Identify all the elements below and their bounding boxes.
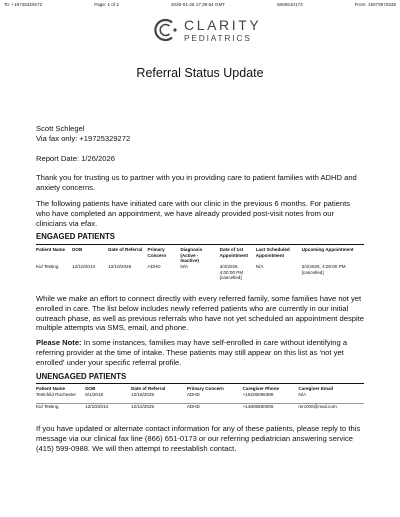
unengaged-rule	[36, 383, 364, 384]
engaged-col-first-appt: Date of 1st Appointment	[219, 247, 248, 258]
engaged-col-name: Patient Name	[36, 247, 66, 253]
engaged-heading: ENGAGED PATIENTS	[36, 232, 115, 242]
table-cell: Kid Testing	[36, 263, 59, 269]
engaged-col-dob: DOB	[72, 247, 83, 253]
please-note	[36, 338, 364, 367]
engaged-intro-paragraph: The following patients have initiated care with our clinic in the previous 6 months. For patients who have completed an appointment, we have already provided post-visit notes from our clinicians via efax.	[36, 198, 351, 228]
engaged-table	[36, 247, 364, 290]
note-label: Please Note:	[36, 338, 82, 348]
table-row	[36, 264, 364, 290]
table-cell: +15205096388	[243, 392, 299, 404]
unengaged-col-referral: Date of Referral	[131, 386, 166, 392]
engaged-col-upcoming: Upcoming Appointment	[301, 247, 354, 253]
table-cell: 12/10/2025	[108, 263, 132, 269]
table-cell: 12/10/2014	[85, 404, 109, 410]
table-cell: 12/12/2025	[131, 404, 155, 410]
table-cell: N/A	[298, 392, 364, 404]
document-title: Referral Status Update	[136, 66, 264, 80]
table-cell: 3/4/2026, 4:00:00 PM [cancelled]	[219, 263, 244, 281]
note-text: In some instances, families may have self-enrolled in care without identifying a referring provider at the time of intake. These patients may still appear on this list as 'not yet enrolled' under your specific referral profile.	[36, 338, 348, 367]
unengaged-table	[36, 386, 364, 416]
engaged-rule	[36, 244, 364, 245]
recipient-fax: Via fax only: +19725329272	[36, 133, 131, 143]
fax-timestamp: 2026-01-26 17:39:54 GMT	[170, 2, 226, 7]
unengaged-col-phone: Caregiver Phone	[242, 386, 280, 392]
report-date: Report Date: 1/26/2026	[36, 153, 115, 163]
fax-to: To: +19725329272	[4, 2, 43, 7]
table-cell: ADHD	[186, 404, 200, 410]
closing-paragraph: If you have updated or alternate contact information for any of these patients, please reply to this message via our clinical fax line (866) 651-0173 or our referring pediatrician answering service (415) 599-0988. We will then attempt to reestablish contact.	[36, 423, 361, 453]
engaged-col-last-appt: Last Scheduled Appointment	[255, 247, 290, 258]
table-cell: Testchild Rochester	[36, 392, 85, 404]
table-row	[36, 404, 364, 416]
unengaged-col-concern: Primary Concern	[186, 386, 224, 392]
recipient-name: Scott Schlegel	[36, 124, 85, 133]
logo-line-1: CLARITY	[184, 16, 262, 33]
logo-mark-icon	[153, 17, 179, 43]
table-cell: ADHD	[187, 392, 243, 404]
table-cell: ADHD	[147, 263, 161, 269]
clarity-logo	[153, 17, 261, 43]
table-cell: 6/1/2018	[85, 392, 131, 404]
table-cell: +14805550006	[242, 404, 274, 410]
unengaged-col-email: Caregiver Email	[298, 386, 334, 392]
engaged-col-referral: Date of Referral	[108, 247, 143, 253]
table-cell: 3/4/2026, 4:00:00 PM [cancelled]	[301, 263, 346, 275]
unengaged-heading: UNENGAGED PATIENTS	[36, 371, 127, 381]
table-cell: 12/10/2013	[72, 263, 96, 269]
table-cell: N/A	[255, 263, 264, 269]
table-row	[36, 392, 364, 404]
fax-page: Page: 1 of 2	[94, 2, 119, 7]
table-cell: N/A	[180, 263, 188, 269]
letter-body	[36, 124, 364, 453]
engaged-col-concern: Primary Concern	[147, 247, 167, 258]
fax-header	[4, 2, 396, 10]
table-cell: mrc006@mail.com	[298, 404, 337, 410]
table-cell: 12/16/2025	[131, 392, 187, 404]
fax-number: 5066510173	[277, 2, 303, 7]
intro-paragraph: Thank you for trusting us to partner with you in providing care to patient families with ADHD and anxiety concerns.	[36, 173, 357, 193]
unengaged-col-dob: DOB	[85, 386, 96, 392]
logo-line-2: PEDIATRICS	[184, 32, 252, 43]
unengaged-col-name: Patient Name	[36, 386, 66, 392]
fax-from: From: 15073972635	[354, 2, 396, 7]
unengaged-intro-paragraph: While we make an effort to connect directly with every referred family, some families have not yet enrolled in care. The list below includes newly referred patients who are currently in our initial outreach phase, as well as previous referrals who have not yet scheduled an appointment despite multiple attempts via SMS, email, and phone.	[36, 293, 364, 333]
engaged-col-diagnosis: Diagnosis (Active - Inactive)	[180, 247, 203, 264]
table-cell: Kid Testing	[36, 404, 59, 410]
